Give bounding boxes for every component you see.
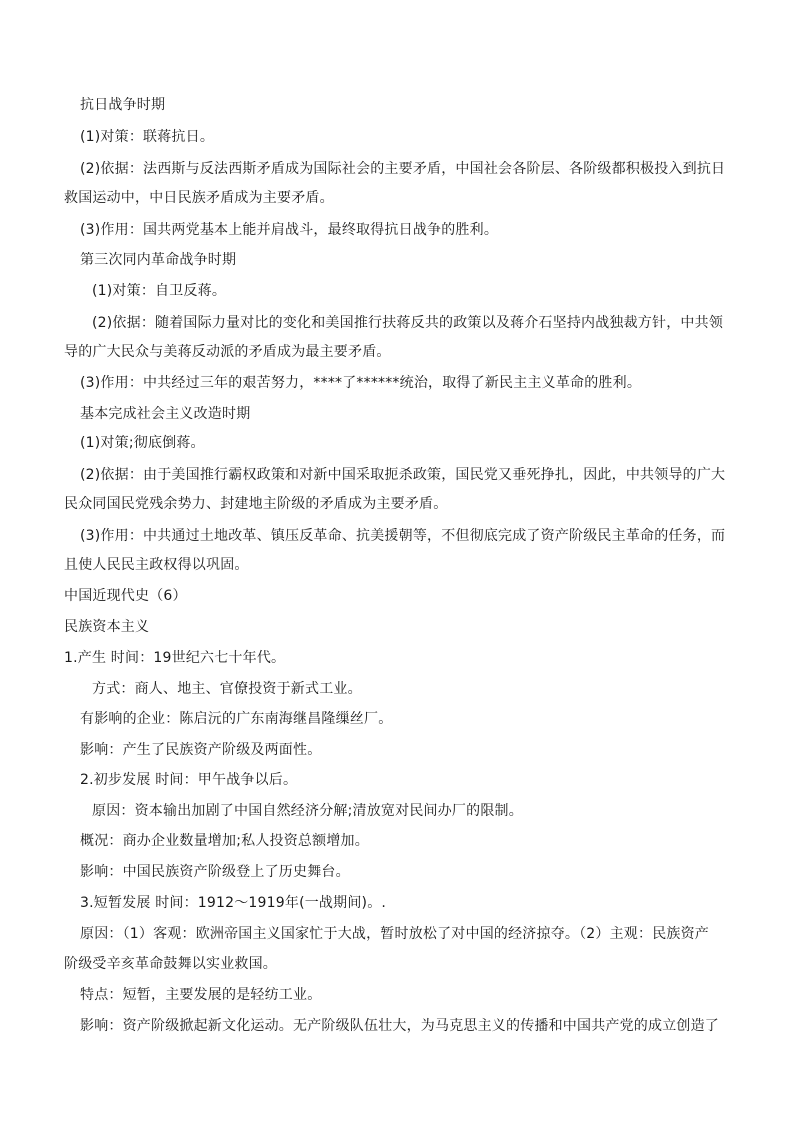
paragraph-line: 1.产生 时间：19世纪六七十年代。 bbox=[64, 650, 286, 666]
section-heading-anti-japanese-war: 抗日战争时期 bbox=[80, 97, 166, 113]
paragraph-line: 且使人民民主政权得以巩固。 bbox=[64, 557, 249, 573]
paragraph-line: 影响：资产阶级掀起新文化运动。无产阶级队伍壮大，为马克思主义的传播和中国共产党的成立创造了 bbox=[80, 1018, 719, 1034]
paragraph-line: 导的广大民众与美蒋反动派的矛盾成为最主要矛盾。 bbox=[64, 344, 391, 360]
paragraph-line: 民众同国民党残余势力、封建地主阶级的矛盾成为主要矛盾。 bbox=[64, 496, 448, 512]
paragraph-line: (3)作用：国共两党基本上能并肩战斗，最终取得抗日战争的胜利。 bbox=[80, 222, 499, 238]
paragraph-line: (1)对策;彻底倒蒋。 bbox=[80, 435, 205, 451]
paragraph-line: 概况：商办企业数量增加;私人投资总额增加。 bbox=[80, 833, 369, 849]
paragraph-line: (2)依据：随着国际力量对比的变化和美国推行扶蒋反共的政策以及蒋介石坚持内战独裁方针，中共领 bbox=[92, 315, 724, 331]
paragraph-line: (2)依据：法西斯与反法西斯矛盾成为国际社会的主要矛盾，中国社会各阶层、各阶级都积极投入到抗日 bbox=[80, 161, 726, 177]
paragraph-line: (3)作用：中共经过三年的艰苦努力，****了******统治，取得了新民主主义革命的胜利。 bbox=[80, 375, 642, 391]
paragraph-line: 2.初步发展 时间：甲午战争以后。 bbox=[80, 772, 298, 788]
paragraph-line: 3.短暂发展 时间：1912～1919年(一战期间)。. bbox=[80, 895, 387, 911]
paragraph-line: 影响：产生了民族资产阶级及两面性。 bbox=[80, 742, 322, 758]
paragraph-line: 有影响的企业：陈启沅的广东南海继昌隆缫丝厂。 bbox=[80, 711, 393, 727]
paragraph-line: (2)依据：由于美国推行霸权政策和对新中国采取扼杀政策，国民党又垂死挣扎，因此，中共领导的广大 bbox=[80, 467, 726, 483]
paragraph-line: 特点：短暂，主要发展的是轻纺工业。 bbox=[80, 987, 322, 1003]
paragraph-line: 阶级受辛亥革命鼓舞以实业救国。 bbox=[64, 956, 277, 972]
section-heading-national-capitalism: 民族资本主义 bbox=[64, 619, 150, 635]
paragraph-line: 原因：（1）客观：欧洲帝国主义国家忙于大战，暂时放松了对中国的经济掠夺。（2）主观：民族资产 bbox=[80, 926, 710, 942]
paragraph-line: 救国运动中，中日民族矛盾成为主要矛盾。 bbox=[64, 190, 334, 206]
paragraph-line: 方式：商人、地主、官僚投资于新式工业。 bbox=[92, 681, 362, 697]
section-heading-socialist-transformation: 基本完成社会主义改造时期 bbox=[80, 406, 251, 422]
section-heading-third-civil-war: 第三次同内革命战争时期 bbox=[80, 252, 237, 268]
chapter-heading: 中国近现代史（6） bbox=[64, 588, 187, 604]
paragraph-line: (3)作用：中共通过土地改革、镇压反革命、抗美援朝等，不但彻底完成了资产阶级民主革命的任务，而 bbox=[80, 528, 726, 544]
paragraph-line: (1)对策：联蒋抗日。 bbox=[80, 129, 215, 145]
paragraph-line: 原因：资本输出加剧了中国自然经济分解;清放宽对民间办厂的限制。 bbox=[92, 803, 523, 819]
paragraph-line: 影响：中国民族资产阶级登上了历史舞台。 bbox=[80, 864, 350, 880]
paragraph-line: (1)对策：自卫反蒋。 bbox=[92, 283, 227, 299]
